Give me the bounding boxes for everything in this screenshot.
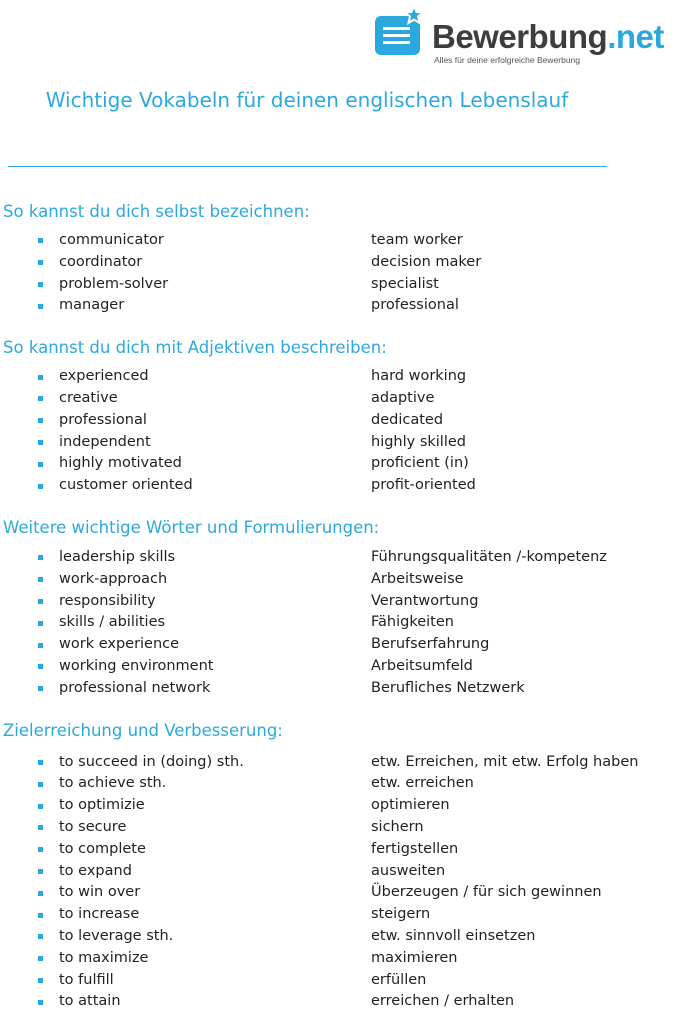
vocab-meaning: team worker: [371, 232, 463, 248]
vocab-meaning: dedicated: [371, 411, 444, 428]
bullet-icon: [38, 882, 46, 904]
bullet-icon: [38, 410, 46, 432]
vocab-row: [0, 453, 681, 475]
vocab-meaning: specialist: [371, 275, 439, 292]
vocab-meaning: etw. Erreichen, mit etw. Erfolg haben: [371, 753, 639, 770]
bullet-icon: [38, 475, 46, 497]
vocab-meaning: sichern: [371, 818, 424, 835]
vocab-meaning: optimieren: [371, 797, 450, 814]
document-icon: [374, 5, 428, 57]
vocab-term: independent: [59, 433, 151, 450]
vocab-meaning: maximieren: [371, 949, 458, 966]
page-title: Wichtige Vokabeln für deinen englischen Lebenslauf: [45, 88, 569, 112]
vocab-term: work-approach: [59, 570, 168, 587]
vocab-meaning: adaptive: [371, 389, 435, 406]
vocab-row: [0, 773, 681, 795]
vocab-meaning: Arbeitsumfeld: [371, 657, 473, 674]
logo-tld: .net: [607, 18, 664, 55]
bullet-icon: [38, 453, 46, 475]
vocab-term: coordinator: [59, 253, 143, 270]
bullet-icon: [38, 295, 46, 317]
bullet-icon: [38, 948, 46, 970]
section-heading: So kannst du dich mit Adjektiven beschreiben:: [3, 338, 387, 358]
vocabulary-content: [0, 199, 681, 1013]
vocab-row: [0, 882, 681, 904]
vocab-row: [0, 612, 681, 634]
logo: [374, 5, 679, 65]
vocab-term: professional network: [59, 679, 211, 696]
vocab-meaning: proficient (in): [371, 455, 469, 472]
bullet-icon: [38, 904, 46, 926]
bullet-icon: [38, 274, 46, 296]
vocab-row: [0, 366, 681, 388]
vocab-term: to maximize: [59, 949, 149, 966]
bullet-icon: [38, 612, 46, 634]
vocab-row: [0, 839, 681, 861]
bullet-icon: [38, 547, 46, 569]
vocab-term: highly motivated: [59, 455, 182, 472]
bullet-icon: [38, 569, 46, 591]
bullet-icon: [38, 366, 46, 388]
bullet-icon: [38, 591, 46, 613]
vocab-meaning: erreichen / erhalten: [371, 993, 515, 1010]
bullet-icon: [38, 817, 46, 839]
bullet-icon: [38, 861, 46, 883]
vocab-row: [0, 230, 681, 252]
bullet-icon: [38, 656, 46, 678]
vocab-term: to win over: [59, 884, 141, 901]
bullet-icon: [38, 926, 46, 948]
vocab-meaning: steigern: [371, 906, 431, 923]
bullet-icon: [38, 752, 46, 774]
section-heading: Weitere wichtige Wörter und Formulierungen:: [3, 517, 380, 537]
section-heading: Zielerreichung und Verbesserung:: [3, 720, 283, 740]
vocab-meaning: Überzeugen / für sich gewinnen: [371, 884, 602, 901]
vocab-term: to achieve sth.: [59, 775, 167, 792]
vocab-term: manager: [59, 297, 125, 314]
bullet-icon: [38, 970, 46, 992]
vocab-row: [0, 948, 681, 970]
bullet-icon: [38, 839, 46, 861]
vocab-meaning: Arbeitsweise: [371, 570, 464, 587]
vocab-row: [0, 926, 681, 948]
logo-brand: Bewerbung: [432, 18, 608, 55]
vocab-row: [0, 678, 681, 700]
bullet-icon: [38, 991, 46, 1013]
vocab-term: skills / abilities: [59, 614, 166, 631]
vocab-term: to increase: [59, 906, 140, 923]
vocab-term: to secure: [59, 818, 127, 835]
vocab-meaning: professional: [371, 297, 459, 314]
bullet-icon: [38, 432, 46, 454]
vocab-term: leadership skills: [59, 548, 176, 565]
vocab-term: to leverage sth.: [59, 927, 174, 944]
vocab-term: experienced: [59, 368, 149, 385]
title-divider: [8, 166, 607, 167]
vocab-term: communicator: [59, 232, 164, 248]
bullet-icon: [38, 388, 46, 410]
vocab-meaning: Berufliches Netzwerk: [371, 679, 525, 696]
vocab-row: [0, 475, 681, 497]
logo-tagline: Alles für deine erfolgreiche Bewerbung: [434, 55, 581, 65]
vocab-row: [0, 252, 681, 274]
vocab-term: working environment: [59, 657, 214, 674]
vocab-meaning: hard working: [371, 368, 467, 385]
vocab-row: [0, 861, 681, 883]
section-important-words: [0, 515, 681, 700]
section-adjectives: [0, 335, 681, 497]
vocab-row: [0, 752, 681, 774]
vocab-term: to attain: [59, 993, 121, 1010]
vocab-term: to complete: [59, 840, 146, 857]
bullet-icon: [38, 678, 46, 700]
vocab-meaning: decision maker: [371, 253, 482, 270]
vocab-row: [0, 817, 681, 839]
vocab-row: [0, 410, 681, 432]
section-goal-achievement: [0, 718, 681, 1014]
vocab-row: [0, 795, 681, 817]
vocab-row: [0, 656, 681, 678]
vocab-row: [0, 991, 681, 1013]
vocab-row: [0, 634, 681, 656]
vocab-row: [0, 432, 681, 454]
vocab-row: [0, 591, 681, 613]
vocab-meaning: highly skilled: [371, 433, 466, 450]
bullet-icon: [38, 773, 46, 795]
vocab-row: [0, 970, 681, 992]
section-heading: So kannst du dich selbst bezeichnen:: [3, 202, 310, 221]
vocab-meaning: profit-oriented: [371, 477, 476, 494]
vocab-term: to expand: [59, 862, 132, 879]
vocab-meaning: fertigstellen: [371, 840, 459, 857]
vocab-meaning: Führungsqualitäten /-kompetenz: [371, 548, 607, 565]
vocab-term: problem-solver: [59, 275, 169, 292]
vocab-term: creative: [59, 389, 118, 406]
bullet-icon: [38, 634, 46, 656]
vocab-meaning: erfüllen: [371, 971, 427, 988]
vocab-meaning: etw. sinnvoll einsetzen: [371, 927, 536, 944]
vocab-term: customer oriented: [59, 477, 193, 494]
vocab-term: responsibility: [59, 592, 156, 609]
vocab-term: to optimizie: [59, 797, 145, 814]
vocab-row: [0, 274, 681, 296]
vocab-row: [0, 547, 681, 569]
vocab-row: [0, 904, 681, 926]
vocab-term: work experience: [59, 636, 180, 653]
vocab-term: professional: [59, 411, 147, 428]
vocab-meaning: Verantwortung: [371, 592, 479, 609]
bullet-icon: [38, 252, 46, 274]
vocab-term: to fulfill: [59, 971, 114, 988]
vocab-term: to succeed in (doing) sth.: [59, 753, 244, 770]
vocab-row: [0, 295, 681, 317]
vocab-meaning: Fähigkeiten: [371, 614, 454, 631]
bullet-icon: [38, 230, 46, 252]
section-self-description: [0, 199, 681, 317]
vocab-meaning: etw. erreichen: [371, 775, 474, 792]
vocab-row: [0, 388, 681, 410]
bullet-icon: [38, 795, 46, 817]
vocab-meaning: Berufserfahrung: [371, 636, 490, 653]
vocab-meaning: ausweiten: [371, 862, 446, 879]
vocab-row: [0, 569, 681, 591]
logo-wordmark: [432, 19, 664, 55]
